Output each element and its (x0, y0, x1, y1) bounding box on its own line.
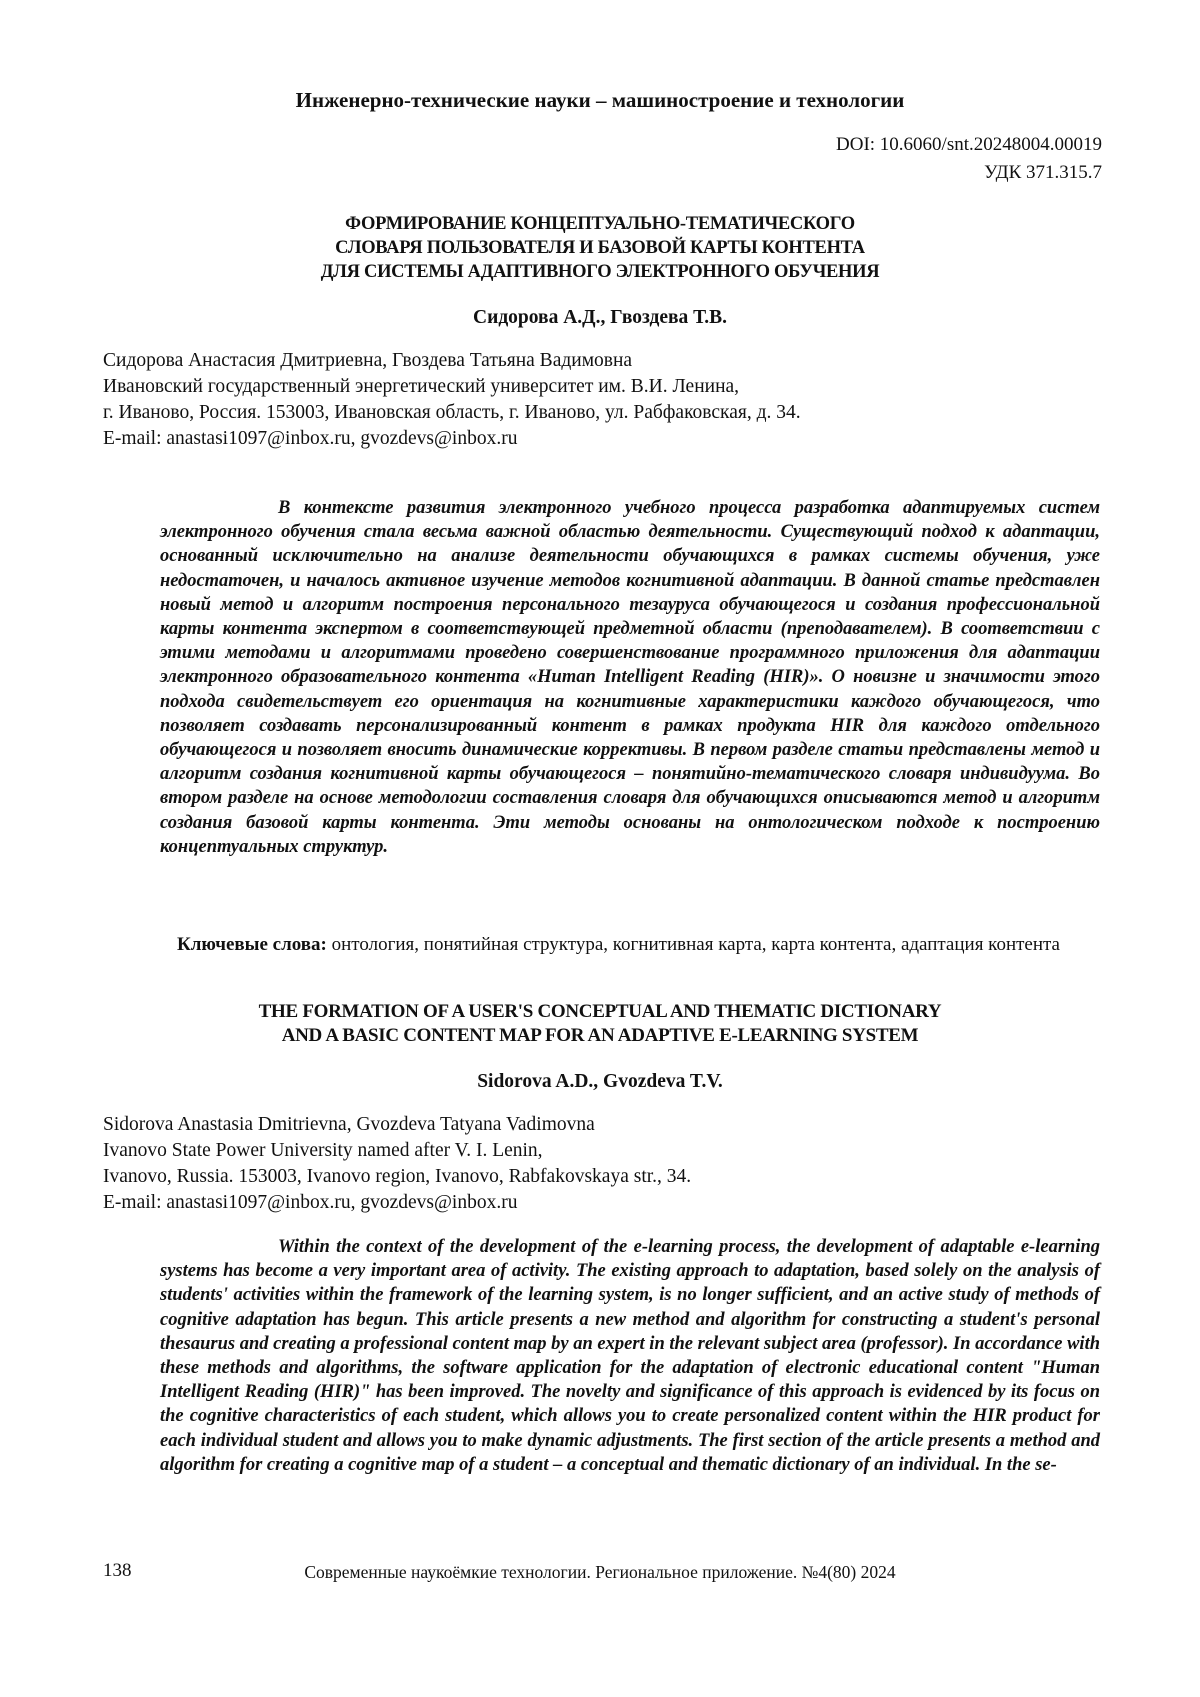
ru-affiliation-line: Ивановский государственный энергетический университет им. В.И. Ленина, (103, 376, 740, 397)
ru-affiliation-line: г. Иваново, Россия. 153003, Ивановская область, г. Иваново, ул. Рабфаковская, д. 34. (103, 402, 801, 423)
ru-affiliation (103, 348, 1103, 452)
ru-title (180, 212, 1020, 284)
ru-keywords (103, 932, 1088, 957)
en-affiliation-line: Ivanovo, Russia. 153003, Ivanovo region, Ivanovo, Rabfakovskaya str., 34. (103, 1166, 692, 1187)
en-affiliation-line: E-mail: anastasi1097@inbox.ru, gvozdevs@inbox.ru (103, 1192, 518, 1213)
doi-udk-block (836, 131, 1102, 187)
ru-affiliation-line: Сидорова Анастасия Дмитриевна, Гвоздева Татьяна Вадимовна (103, 350, 633, 371)
ru-abstract-text: В контексте развития электронного учебного процесса разработка адаптируемых систем электронного обучения стала весьма важной областью деятельности. Существующий подход к адаптации, основанный исключительно на анализе деятельности обучающихся в рамках системы обучения, уже недостаточен, и началось активное изучение методов когнитивной адаптации. В данной статье представлен новый метод и алгоритм построения персонального тезауруса обучающегося и создания профессиональной карты контента экспертом в соответствующей предметной области (преподавателем). В соответствии с этими методами и алгоритмами проведено совершенствование программного приложения для адаптации электронного образовательного контента «Human Intelligent Reading (HIR)». О новизне и значимости этого подхода свидетельствует его ориентация на когнитивные характеристики каждого обучающегося, что позволяет создавать персонализированный контент в рамках продукта HIR для каждого отдельного обучающегося и позволяет вносить динамические коррективы. В первом разделе статьи представлены метод и алгоритм создания когнитивной карты обучающегося – понятийно-тематического словаря индивидуума. Во втором разделе на основе методологии составления словаря для обучающихся описываются метод и алгоритм создания базовой карты контента. Эти методы основаны на онтологическом подходе к построению концептуальных структур. (160, 498, 1100, 857)
section-heading: Инженерно-технические науки – машиностроение и технологии (295, 88, 905, 112)
ru-title-line: ФОРМИРОВАНИЕ КОНЦЕПТУАЛЬНО-ТЕМАТИЧЕСКОГО (345, 214, 855, 234)
ru-keywords-text: онтология, понятийная структура, когнитивная карта, карта контента, адаптация контента (331, 934, 1060, 955)
journal-footer: Современные наукоёмкие технологии. Региональное приложение. №4(80) 2024 (304, 1562, 896, 1582)
en-abstract-text: Within the context of the development of the e-learning process, the development of adaptable e-learning systems has become a very important area of activity. The existing approach to adaptation, based solely on the analysis of students' activities within the framework of the learning system, is no longer sufficient, and an active study of methods of cognitive adaptation has begun. This article presents a new method and algorithm for constructing a student's personal thesaurus and creating a professional content map by an expert in the relevant subject area (professor). In accordance with these methods and algorithms, the software application for the adaptation of electronic educational content "Human Intelligent Reading (HIR)" has been improved. The novelty and significance of this approach is evidenced by its focus on the cognitive characteristics of each student, which allows you to create personalized content within the HIR product for each individual student and allows you to make dynamic adjustments. The first section of the article presents a method and algorithm for creating a cognitive map of a student – a conceptual and thematic dictionary of an individual. In the se- (160, 1237, 1100, 1475)
en-affiliation (103, 1112, 1103, 1216)
page-number: 138 (103, 1560, 132, 1581)
ru-affiliation-line: E-mail: anastasi1097@inbox.ru, gvozdevs@inbox.ru (103, 428, 518, 449)
en-title-line: THE FORMATION OF A USER'S CONCEPTUAL AND THEMATIC DICTIONARY (258, 1001, 942, 1022)
en-abstract (160, 1235, 1100, 1477)
ru-keywords-label: Ключевые слова: (177, 934, 327, 955)
ru-title-line: СЛОВАРЯ ПОЛЬЗОВАТЕЛЯ И БАЗОВОЙ КАРТЫ КОНТЕНТА (335, 238, 865, 258)
ru-title-line: ДЛЯ СИСТЕМЫ АДАПТИВНОГО ЭЛЕКТРОННОГО ОБУЧЕНИЯ (320, 262, 880, 282)
ru-abstract (160, 496, 1100, 859)
en-title (120, 1000, 1080, 1048)
en-title-line: AND A BASIC CONTENT MAP FOR AN ADAPTIVE E-LEARNING SYSTEM (281, 1025, 919, 1046)
doi: DOI: 10.6060/snt.20248004.00019 (836, 134, 1102, 155)
en-authors: Sidorova A.D., Gvozdeva T.V. (477, 1071, 723, 1092)
ru-authors: Сидорова А.Д., Гвоздева Т.В. (473, 307, 727, 328)
udk: УДК 371.315.7 (984, 162, 1102, 183)
en-affiliation-line: Ivanovo State Power University named after V. I. Lenin, (103, 1140, 543, 1161)
en-affiliation-line: Sidorova Anastasia Dmitrievna, Gvozdeva Tatyana Vadimovna (103, 1114, 595, 1135)
